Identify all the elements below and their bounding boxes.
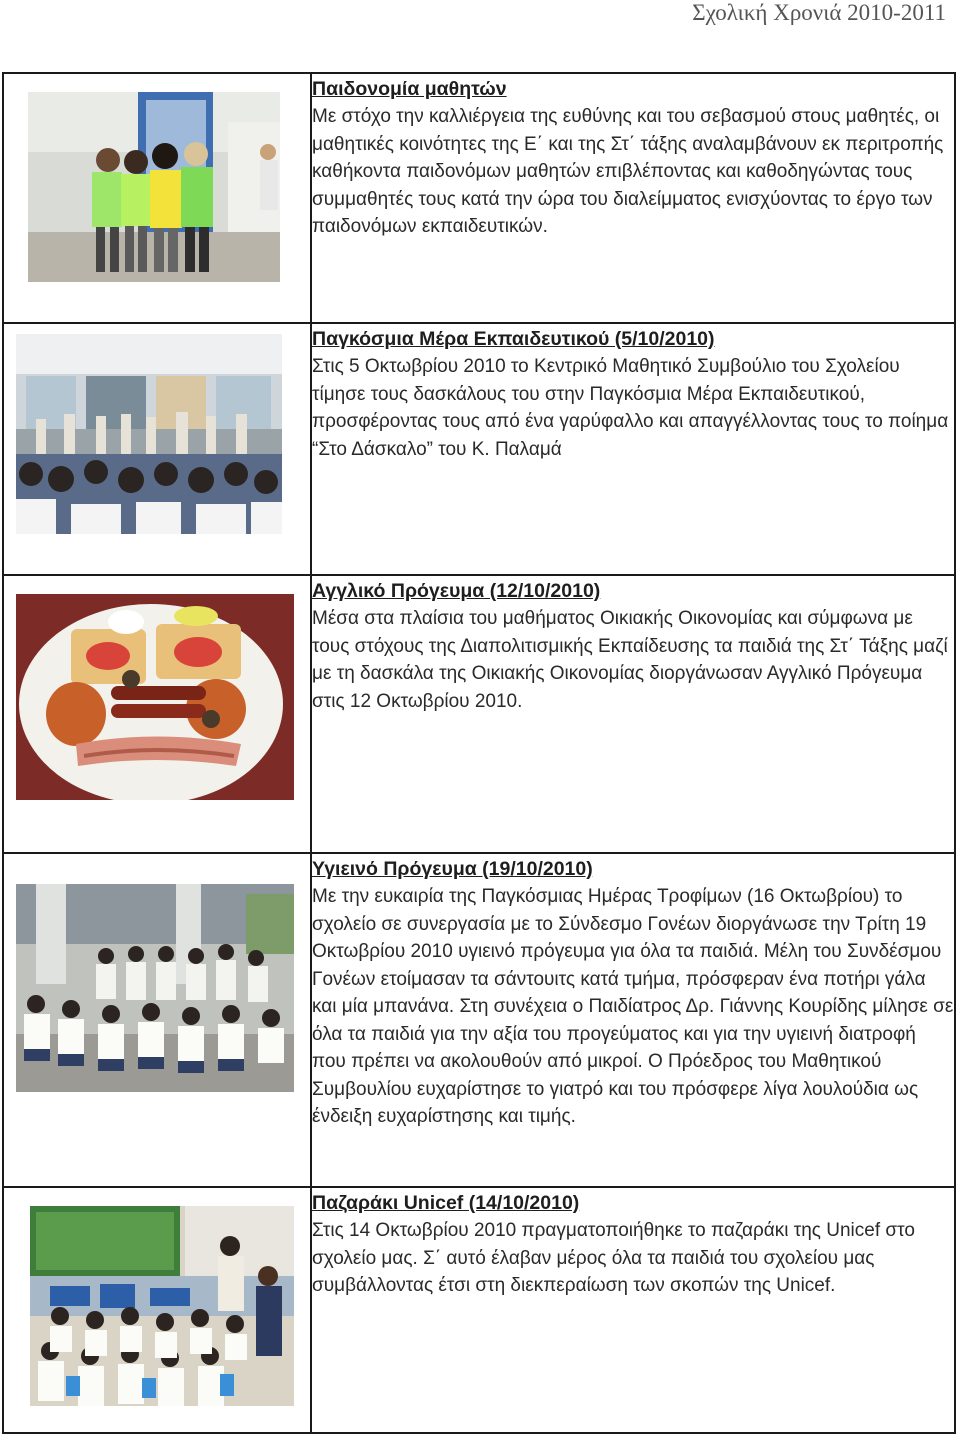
activity-photo-cell <box>3 1187 311 1433</box>
activity-heading: Παιδονομία μαθητών <box>312 78 507 100</box>
activity-description: Μέσα στα πλαίσια του μαθήματος Οικιακής Οικονομίας και σύμφωνα με τους στόχους της Διαπολιτισμικής Εκπαίδευσης τα παιδιά της Στ΄ Τάξης μαζί με τη δασκάλα της Οικιακής Οικονομίας διοργάνωσαν Αγγλικό Πρόγευμα στις 12 Οκτωβρίου 2010. <box>312 608 948 712</box>
activity-photo-cell <box>3 853 311 1187</box>
activity-heading: Υγιεινό Πρόγευμα (19/10/2010) <box>312 858 593 880</box>
activity-heading: Παζαράκι Unicef (14/10/2010) <box>312 1192 580 1214</box>
activity-description: Με στόχο την καλλιέργεια της ευθύνης και του σεβασμού στους μαθητές, οι μαθητικές κοινότητες της Ε΄ και της Στ΄ τάξης αναλαμβάνουν εκ περιτροπής καθήκοντα παιδονόμων μαθητών επιβλέποντας και καθοδηγώντας τους συμμαθητές τους κατά την ώρα του διαλείμματος ενισχύοντας το έργο των παιδονόμων εκπαιδευτικών. <box>312 106 944 237</box>
activity-description: Στις 5 Οκτωβρίου 2010 το Κεντρικό Μαθητικό Συμβούλιο του Σχολείου τίμησε τους δασκάλους του στην Παγκόσμια Μέρα Εκπαιδευτικού, προσφέροντας τους από ένα γαρύφαλλο και απαγγέλλοντας τους το ποίημα “Στο Δάσκαλο” του Κ. Παλαμά <box>312 356 949 460</box>
activity-photo-cell <box>3 323 311 575</box>
activity-photo-cell <box>3 73 311 323</box>
activity-description: Στις 14 Οκτωβρίου 2010 πραγματοποιήθηκε το παζαράκι της Unicef στο σχολείο μας. Σ΄ αυτό έλαβαν μέρος όλα τα παιδιά του σχολείου μας συμβάλλοντας έτσι στη διεκπεραίωση των σκοπών της Unicef. <box>312 1220 915 1296</box>
activity-text-cell <box>311 73 955 323</box>
activity-row <box>3 323 955 575</box>
activity-heading: Αγγλικό Πρόγευμα (12/10/2010) <box>312 580 601 602</box>
english-breakfast-photo <box>16 594 294 800</box>
activity-description: Με την ευκαιρία της Παγκόσμιας Ημέρας Τροφίμων (16 Οκτωβρίου) το σχολείο σε συνεργασία με το Σύνδεσμο Γονέων διοργάνωσε την Τρίτη 19 Οκτωβρίου 2010 υγιεινό πρόγευμα για όλα τα παιδιά. Μέλη του Συνδέσμου Γονέων ετοίμασαν τα σάντουιτς κατά τμήμα, πρόσφεραν ένα ποτήρι γάλα και μία μπανάνα. Στη συνέχεια ο Παιδίατρος Δρ. Γιάννης Κουρίδης μίλησε σε όλα τα παιδιά για την αξία του προγεύματος και για την υγιεινή διατροφή που πρέπει να ακολουθούν από μικροί. Ο Πρόεδρος του Μαθητικού Συμβουλίου ευχαρίστησε το γιατρό και του πρόσφερε λίγα λουλούδια ως ένδειξη ευχαρίστησης και τιμής. <box>312 886 954 1127</box>
activity-text-cell <box>311 575 955 853</box>
activities-table <box>2 72 956 1434</box>
activity-heading: Παγκόσμια Μέρα Εκπαιδευτικού (5/10/2010) <box>312 328 715 350</box>
page-header-title: Σχολική Χρονιά 2010-2011 <box>692 0 946 25</box>
healthy-breakfast-photo <box>16 884 294 1092</box>
activity-text-cell <box>311 1187 955 1433</box>
activity-row <box>3 575 955 853</box>
activity-row <box>3 73 955 323</box>
unicef-bazaar-photo <box>30 1206 294 1406</box>
activity-row <box>3 853 955 1187</box>
activity-text-cell <box>311 323 955 575</box>
teachers-day-photo <box>16 334 282 534</box>
activity-row <box>3 1187 955 1433</box>
activity-text-cell <box>311 853 955 1187</box>
student-monitors-photo <box>28 92 280 282</box>
activity-photo-cell <box>3 575 311 853</box>
